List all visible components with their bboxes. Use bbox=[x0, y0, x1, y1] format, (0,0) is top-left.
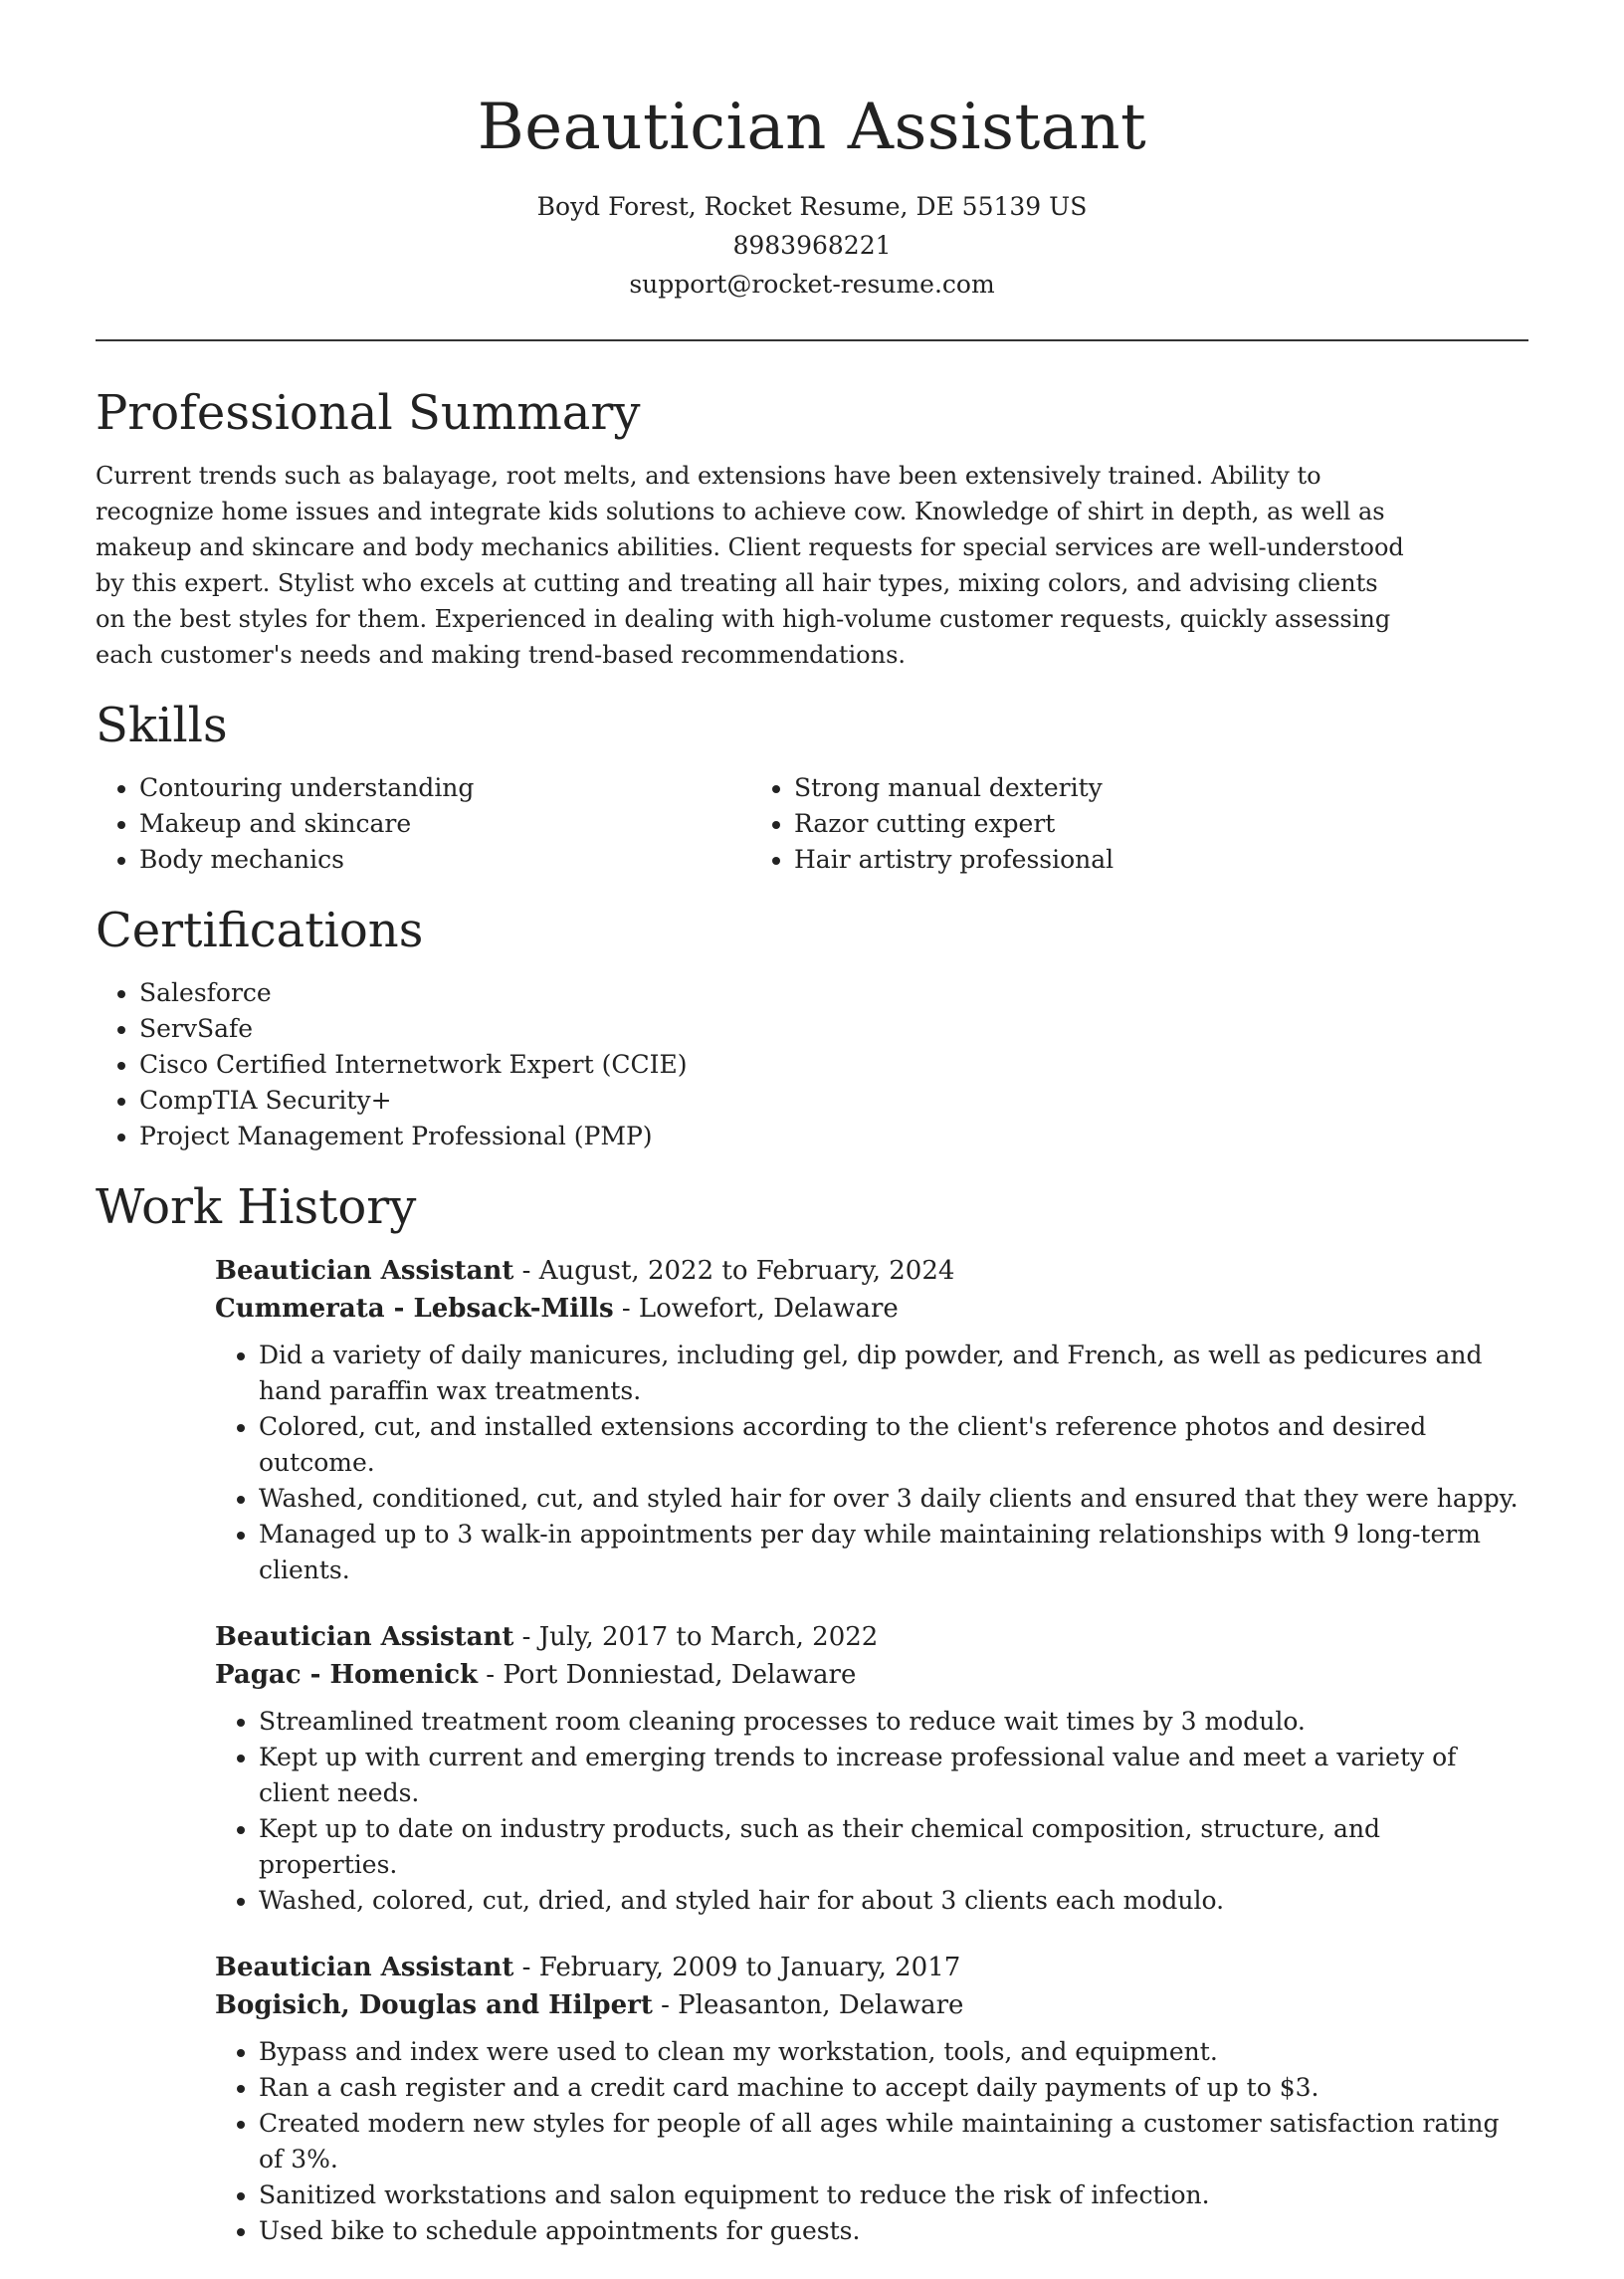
job-bullet: • Colored, cut, and installed extensions according to the client's reference photos and desired outcome. bbox=[259, 1409, 1524, 1481]
job-bullet: • Kept up with current and emerging trends to increase professional value and meet a variety of client needs. bbox=[259, 1740, 1524, 1811]
job-location: - Pleasanton, Delaware bbox=[652, 1990, 964, 2020]
contact-block bbox=[0, 187, 1624, 304]
job-company: Bogisich, Douglas and Hilpert bbox=[215, 1990, 653, 2020]
job-bullet: • Washed, conditioned, cut, and styled hair for over 3 daily clients and ensured that they were happy. bbox=[259, 1481, 1524, 1517]
job-title-line bbox=[215, 1949, 1524, 1986]
summary-heading: Professional Summary bbox=[96, 385, 641, 441]
certifications-section bbox=[96, 892, 1528, 1154]
job-entry bbox=[215, 1252, 1524, 1588]
certification-item: • Project Management Professional (PMP) bbox=[139, 1119, 1405, 1154]
job-bullet-list bbox=[215, 1704, 1524, 1919]
skill-item: • Hair artistry professional bbox=[794, 842, 1405, 878]
job-company-line bbox=[215, 1656, 1524, 1694]
job-bullet: • Washed, colored, cut, dried, and styled hair for about 3 clients each modulo. bbox=[259, 1883, 1524, 1919]
resume-header bbox=[0, 82, 1624, 304]
job-dates: - February, 2009 to January, 2017 bbox=[513, 1953, 961, 1982]
certification-item: • CompTIA Security+ bbox=[139, 1083, 1405, 1119]
job-bullet: • Did a variety of daily manicures, including gel, dip powder, and French, as well as pedicures and hand paraffin wax treatments. bbox=[259, 1338, 1524, 1409]
job-bullet: • Sanitized workstations and salon equipment to reduce the risk of infection. bbox=[259, 2177, 1524, 2213]
job-bullet: • Used bike to schedule appointments for guests. bbox=[259, 2213, 1524, 2249]
certifications-block bbox=[96, 975, 1405, 1154]
job-company: Cummerata - Lebsack-Mills bbox=[215, 1294, 614, 1324]
job-title: Beautician Assistant bbox=[215, 1622, 514, 1652]
skill-item: • Strong manual dexterity bbox=[794, 770, 1405, 806]
job-title: Beautician Assistant bbox=[215, 1256, 514, 1286]
skills-heading: Skills bbox=[96, 698, 228, 753]
job-bullet: • Managed up to 3 walk-in appointments per day while maintaining relationships with 9 long-term clients. bbox=[259, 1517, 1524, 1588]
resume-body bbox=[96, 374, 1528, 2279]
skills-section bbox=[96, 687, 1528, 878]
job-bullet: • Streamlined treatment room cleaning processes to reduce wait times by 3 modulo. bbox=[259, 1704, 1524, 1740]
address: Boyd Forest, Rocket Resume, DE 55139 US bbox=[536, 192, 1088, 221]
skills-right-list bbox=[750, 770, 1405, 878]
job-entry bbox=[215, 1949, 1524, 2249]
certifications-list bbox=[96, 975, 1405, 1154]
skills-columns bbox=[96, 770, 1405, 878]
job-bullet-list bbox=[215, 2034, 1524, 2249]
skills-left-list bbox=[96, 770, 750, 878]
job-company: Pagac - Homenick bbox=[215, 1660, 479, 1690]
skill-item: • Contouring understanding bbox=[139, 770, 750, 806]
job-bullet-list bbox=[215, 1338, 1524, 1588]
skill-item: • Razor cutting expert bbox=[794, 806, 1405, 842]
job-bullet: • Kept up to date on industry products, such as their chemical composition, structure, and properties. bbox=[259, 1811, 1524, 1883]
certifications-heading: Certifications bbox=[96, 903, 424, 958]
job-bullet: • Ran a cash register and a credit card machine to accept daily payments of up to $3. bbox=[259, 2070, 1524, 2106]
summary-section bbox=[96, 374, 1528, 673]
job-title-line bbox=[215, 1252, 1524, 1290]
job-bullet: • Bypass and index were used to clean my workstation, tools, and equipment. bbox=[259, 2034, 1524, 2070]
job-location: - Lowefort, Delaware bbox=[613, 1294, 899, 1324]
work-history-section bbox=[96, 1168, 1528, 2249]
summary-text: Current trends such as balayage, root melts, and extensions have been extensively trained. Ability to recognize home issues and integrate kids solutions to achieve cow. Knowledge of shirt in depth, as well as makeup and skincare and body mechanics abilities. Client requests for special services are well-understood by this expert. Stylist who excels at cutting and treating all hair types, mixing colors, and advising clients on the best styles for them. Experienced in dealing with high-volume customer requests, quickly assessing each customer's needs and making trend-based recommendations. bbox=[96, 462, 1404, 669]
candidate-name: Beautician Assistant bbox=[477, 91, 1147, 164]
job-dates: - July, 2017 to March, 2022 bbox=[513, 1622, 879, 1652]
certification-item: • Cisco Certified Internetwork Expert (CCIE) bbox=[139, 1047, 1405, 1083]
work-history-heading: Work History bbox=[96, 1179, 417, 1235]
email: support@rocket-resume.com bbox=[629, 270, 995, 299]
header-divider bbox=[96, 339, 1528, 341]
job-title: Beautician Assistant bbox=[215, 1953, 514, 1982]
skill-item: • Body mechanics bbox=[139, 842, 750, 878]
job-location: - Port Donniestad, Delaware bbox=[478, 1660, 857, 1690]
skill-item: • Makeup and skincare bbox=[139, 806, 750, 842]
job-company-line bbox=[215, 1986, 1524, 2024]
job-bullet: • Created modern new styles for people of all ages while maintaining a customer satisfaction rating of 3%. bbox=[259, 2106, 1524, 2177]
job-title-line bbox=[215, 1618, 1524, 1656]
phone: 8983968221 bbox=[732, 231, 892, 260]
certification-item: • ServSafe bbox=[139, 1011, 1405, 1047]
job-dates: - August, 2022 to February, 2024 bbox=[513, 1256, 955, 1286]
job-entry bbox=[215, 1618, 1524, 1919]
certification-item: • Salesforce bbox=[139, 975, 1405, 1011]
job-company-line bbox=[215, 1290, 1524, 1328]
